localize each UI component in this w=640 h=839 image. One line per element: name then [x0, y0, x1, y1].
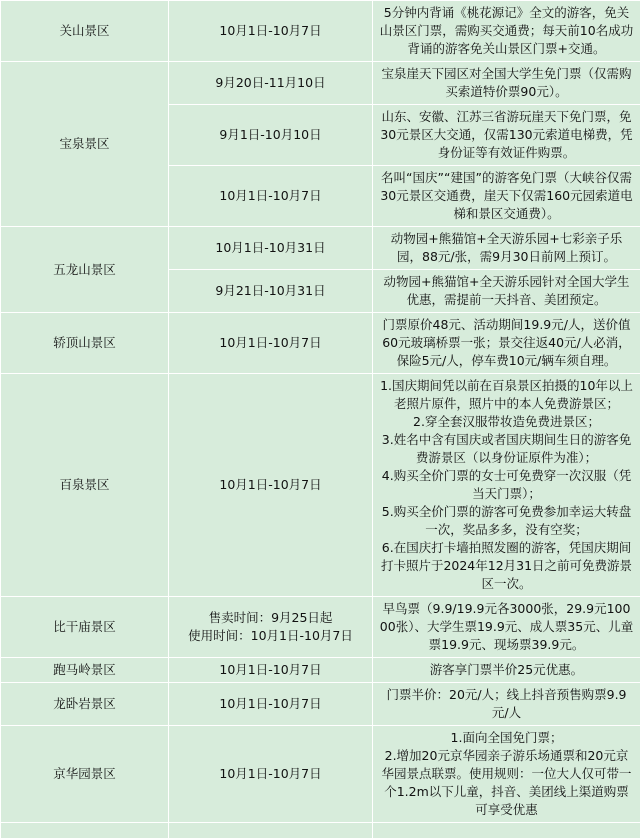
offer-desc: 5分钟内背诵《桃花源记》全文的游客，免关山景区门票，需购买交通费；每天前10名成功背诵的游客免关山景区门票+交通。 — [373, 1, 640, 62]
offer-item: 2.增加20元京华园亲子游乐场通票和20元京华园景点联票。使用规则：一位大人仅可带一个1.2m以下儿童，抖音、美团线上渠道购票可享受优惠 — [379, 747, 634, 819]
table-row — [1, 683, 640, 726]
empty-cell — [373, 823, 640, 839]
date-range — [169, 597, 373, 658]
offer-item: 1.面向全国免门票； — [379, 729, 634, 747]
offer-desc — [373, 726, 640, 823]
date-range: 9月20日-11月10日 — [169, 62, 373, 105]
date-range: 10月1日-10月7日 — [169, 313, 373, 374]
empty-cell — [169, 823, 373, 839]
offer-desc: 动物园+熊猫馆+全天游乐园+七彩亲子乐园，88元/张，需9月30日前网上预订。 — [373, 227, 640, 270]
offer-item: 5.购买全价门票的游客可免费参加幸运大转盘一次，奖品多多，没有空奖； — [379, 503, 634, 539]
scenic-name: 五龙山景区 — [1, 227, 169, 313]
scenic-name: 比干庙景区 — [1, 597, 169, 658]
scenic-name: 百泉景区 — [1, 374, 169, 597]
empty-cell — [1, 823, 169, 839]
scenic-name: 跑马岭景区 — [1, 658, 169, 683]
offer-desc: 山东、安徽、江苏三省游玩崖天下免门票，免30元景区大交通，仅需130元索道电梯费，凭身份证等有效证件购票。 — [373, 105, 640, 166]
use-time: 使用时间：10月1日-10月7日 — [173, 627, 368, 645]
table-row — [1, 597, 640, 658]
table-row — [1, 62, 640, 105]
date-range: 9月21日-10月31日 — [169, 270, 373, 313]
table-row — [1, 1, 640, 62]
offer-desc: 游客享门票半价25元优惠。 — [373, 658, 640, 683]
offer-desc: 早鸟票（9.9/19.9元各3000张，29.9元10000张）、大学生票19.9元、成人票35元、儿童票19.9元、现场票39.9元。 — [373, 597, 640, 658]
date-range: 10月1日-10月7日 — [169, 683, 373, 726]
scenic-name: 宝泉景区 — [1, 62, 169, 227]
offer-desc — [373, 374, 640, 597]
date-range: 9月1日-10月10日 — [169, 105, 373, 166]
scenic-name: 京华园景区 — [1, 726, 169, 823]
offer-item: 2.穿全套汉服带妆造免费进景区； — [379, 413, 634, 431]
date-range: 10月1日-10月7日 — [169, 374, 373, 597]
date-range: 10月1日-10月7日 — [169, 1, 373, 62]
date-range: 10月1日-10月7日 — [169, 658, 373, 683]
table-row — [1, 227, 640, 270]
offer-item: 6.在国庆打卡墙拍照发圈的游客，凭国庆期间打卡照片于2024年12月31日之前可免费游景区一次。 — [379, 539, 634, 593]
offer-item: 3.姓名中含有国庆或者国庆期间生日的游客免费游景区（以身份证原件为准）； — [379, 431, 634, 467]
table-row — [1, 313, 640, 374]
table-row — [1, 658, 640, 683]
offer-desc: 名叫“国庆”“建国”的游客免门票（大峡谷仅需30元景区交通费，崖天下仅需160元园索道电梯和景区交通费）。 — [373, 166, 640, 227]
offer-item: 4.购买全价门票的女士可免费穿一次汉服（凭当天门票）； — [379, 467, 634, 503]
date-range: 10月1日-10月31日 — [169, 227, 373, 270]
offer-desc: 门票半价：20元/人；线上抖音预售购票9.9元/人 — [373, 683, 640, 726]
sale-time: 售卖时间：9月25日起 — [173, 609, 368, 627]
scenic-name: 轿顶山景区 — [1, 313, 169, 374]
offer-desc: 宝泉崖天下园区对全国大学生免门票（仅需购买索道特价票90元）。 — [373, 62, 640, 105]
table-row — [1, 726, 640, 823]
date-range: 10月1日-10月7日 — [169, 166, 373, 227]
table-row — [1, 823, 640, 839]
scenic-name: 龙卧岩景区 — [1, 683, 169, 726]
scenic-name: 关山景区 — [1, 1, 169, 62]
offer-desc: 动物园+熊猫馆+全天游乐园针对全国大学生优惠，需提前一天抖音、美团预定。 — [373, 270, 640, 313]
date-range: 10月1日-10月7日 — [169, 726, 373, 823]
table-row — [1, 374, 640, 597]
offer-item: 1.国庆期间凭以前在百泉景区拍摄的10年以上老照片原件，照片中的本人免费游景区； — [379, 377, 634, 413]
offer-desc: 门票原价48元、活动期间19.9元/人，送价值60元玻璃桥票一张；景交往返40元/人必消，保险5元/人，停车费10元/辆车须自理。 — [373, 313, 640, 374]
